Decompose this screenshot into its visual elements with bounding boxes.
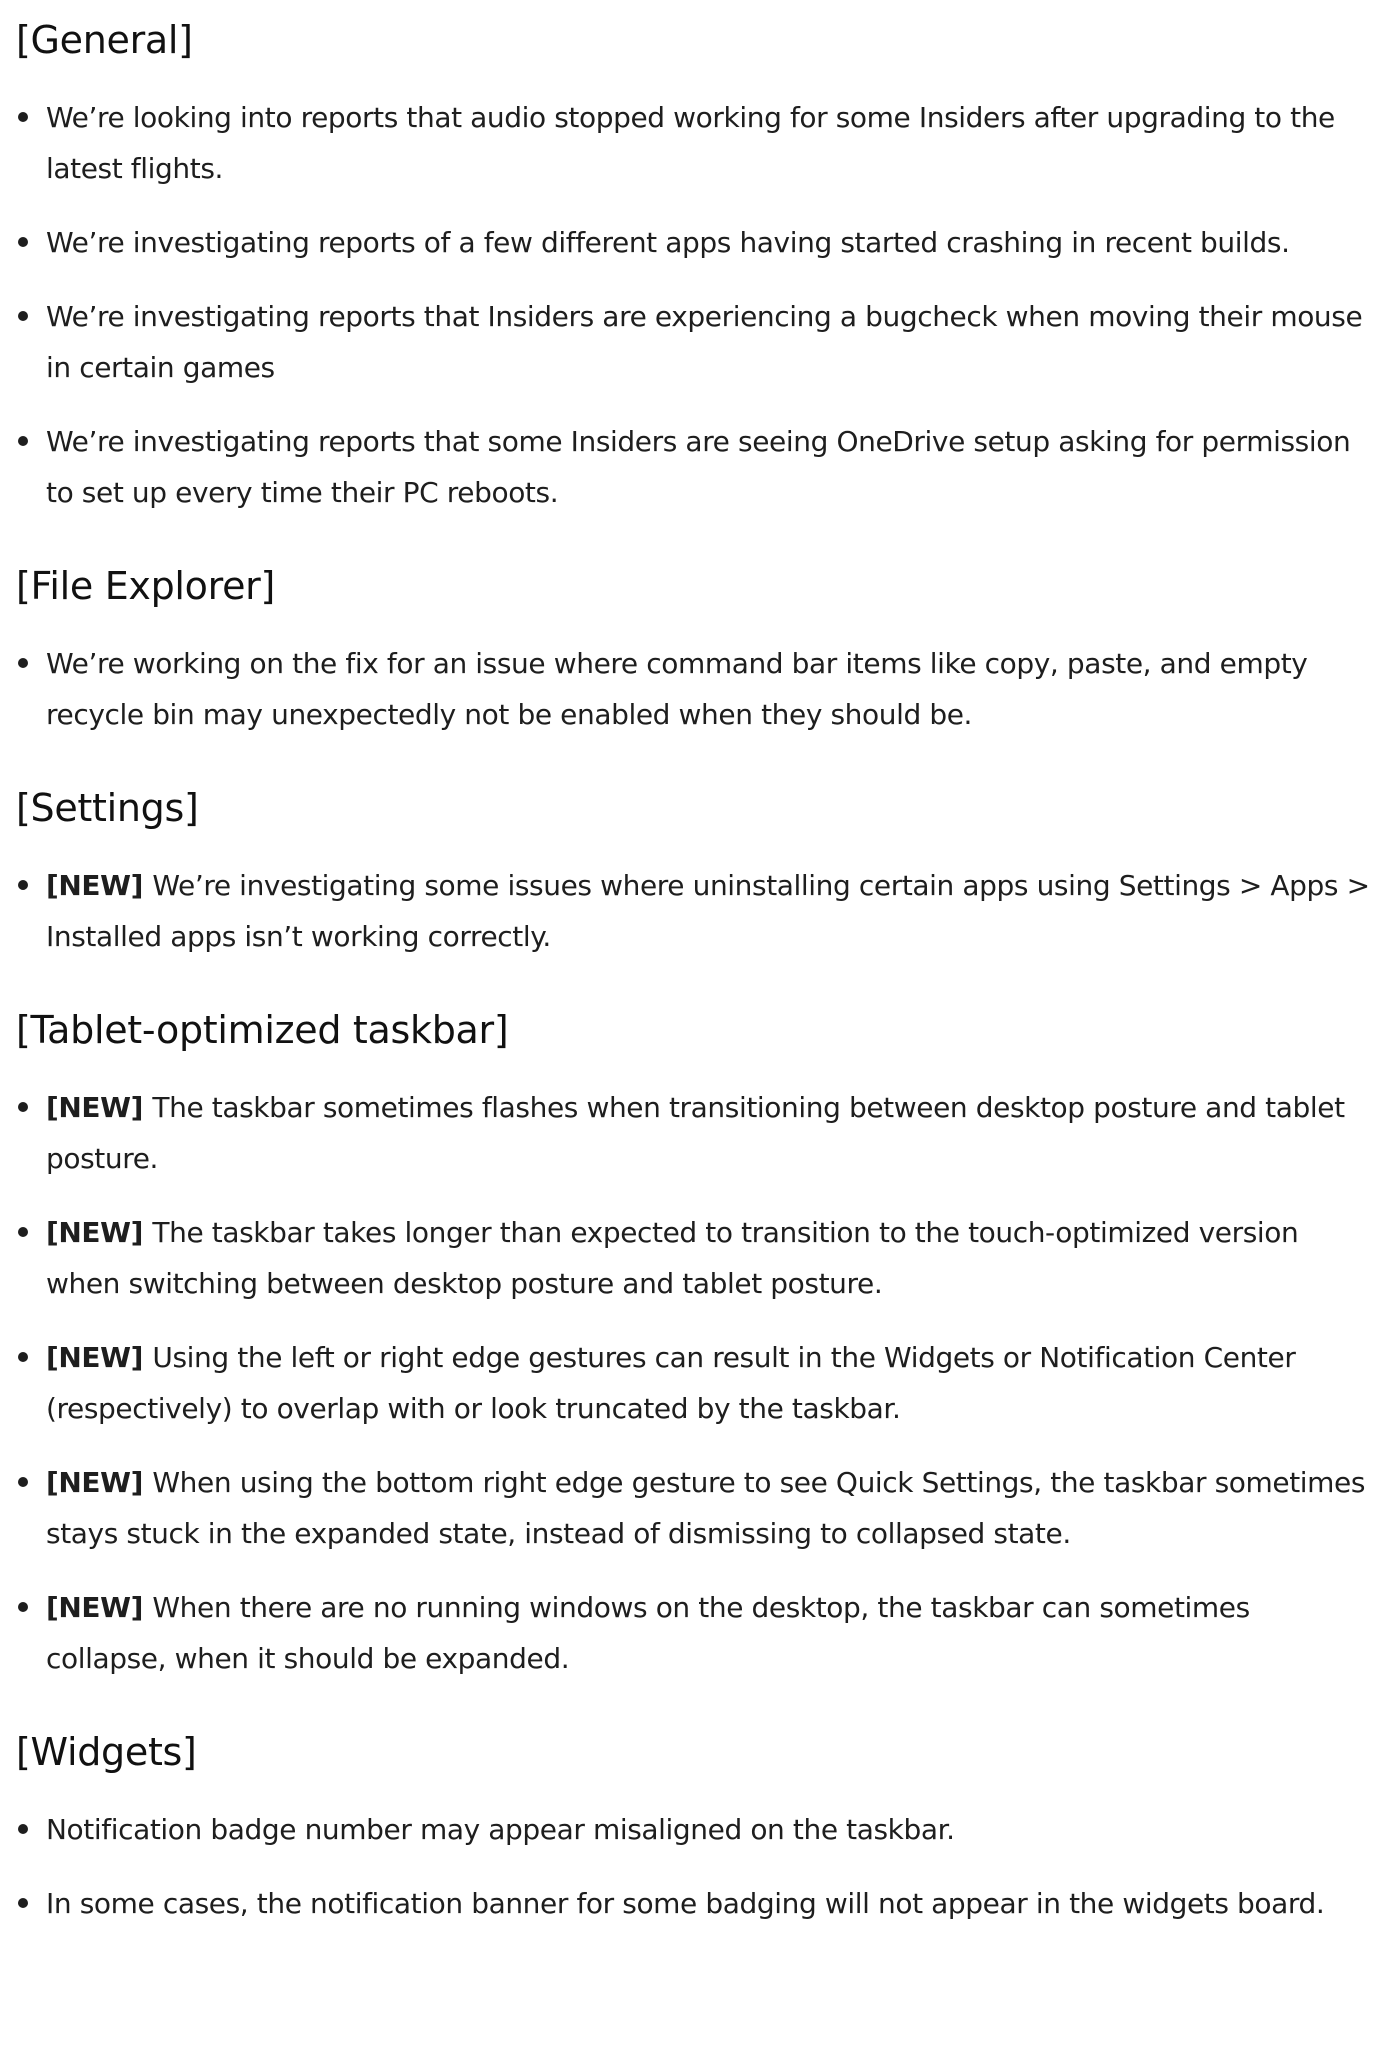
list-item [16,1082,1370,1184]
item-text: When using the bottom right edge gesture to see Quick Settings, the taskbar sometimes stays stuck in the expanded state, instead of dismissing to collapsed state. [46,1466,1366,1550]
section-tablet-taskbar [16,1000,1370,1684]
item-list [16,1804,1370,1929]
item-text: We’re looking into reports that audio stopped working for some Insiders after upgrading to the latest flights. [46,101,1335,185]
item-text: The taskbar takes longer than expected to transition to the touch-optimized version when switching between desktop posture and tablet posture. [46,1216,1299,1300]
list-item [16,1332,1370,1434]
list-item [16,1207,1370,1309]
item-list [16,638,1370,740]
list-item [16,860,1370,962]
list-item [16,92,1370,194]
list-item [16,638,1370,740]
item-text: Using the left or right edge gestures can result in the Widgets or Notification Center (respectively) to overlap with or look truncated by the taskbar. [46,1341,1296,1425]
item-text: The taskbar sometimes flashes when transitioning between desktop posture and tablet posture. [46,1091,1345,1175]
item-text: We’re investigating some issues where uninstalling certain apps using Settings > Apps > Installed apps isn’t working correctly. [46,869,1370,953]
item-text: We’re investigating reports that some Insiders are seeing OneDrive setup asking for permission to set up every time their PC reboots. [46,425,1351,509]
section-settings [16,778,1370,962]
item-text: We’re working on the fix for an issue where command bar items like copy, paste, and empty recycle bin may unexpectedly not be enabled when they should be. [46,647,1308,731]
section-heading: [File Explorer] [16,564,276,608]
list-item [16,291,1370,393]
section-heading: [Settings] [16,786,199,830]
list-item [16,416,1370,518]
section-general [16,10,1370,518]
section-heading: [Widgets] [16,1730,197,1774]
section-file-explorer [16,556,1370,740]
item-list [16,1082,1370,1684]
item-list [16,92,1370,518]
item-text: Notification badge number may appear misaligned on the taskbar. [46,1813,955,1846]
new-tag: [NEW] [46,1466,153,1499]
new-tag: [NEW] [46,1091,153,1124]
new-tag: [NEW] [46,1341,153,1374]
list-item [16,217,1370,268]
item-text: When there are no running windows on the desktop, the taskbar can sometimes collapse, when it should be expanded. [46,1591,1250,1675]
new-tag: [NEW] [46,1591,153,1624]
item-text: We’re investigating reports of a few different apps having started crashing in recent builds. [46,226,1290,259]
section-widgets [16,1722,1370,1929]
new-tag: [NEW] [46,1216,153,1249]
list-item [16,1582,1370,1684]
list-item [16,1804,1370,1855]
list-item [16,1457,1370,1559]
new-tag: [NEW] [46,869,153,902]
item-text: We’re investigating reports that Insiders are experiencing a bugcheck when moving their mouse in certain games [46,300,1363,384]
item-text: In some cases, the notification banner for some badging will not appear in the widgets board. [46,1887,1325,1920]
list-item [16,1878,1370,1929]
section-heading: [General] [16,18,193,62]
item-list [16,860,1370,962]
section-heading: [Tablet-optimized taskbar] [16,1008,509,1052]
